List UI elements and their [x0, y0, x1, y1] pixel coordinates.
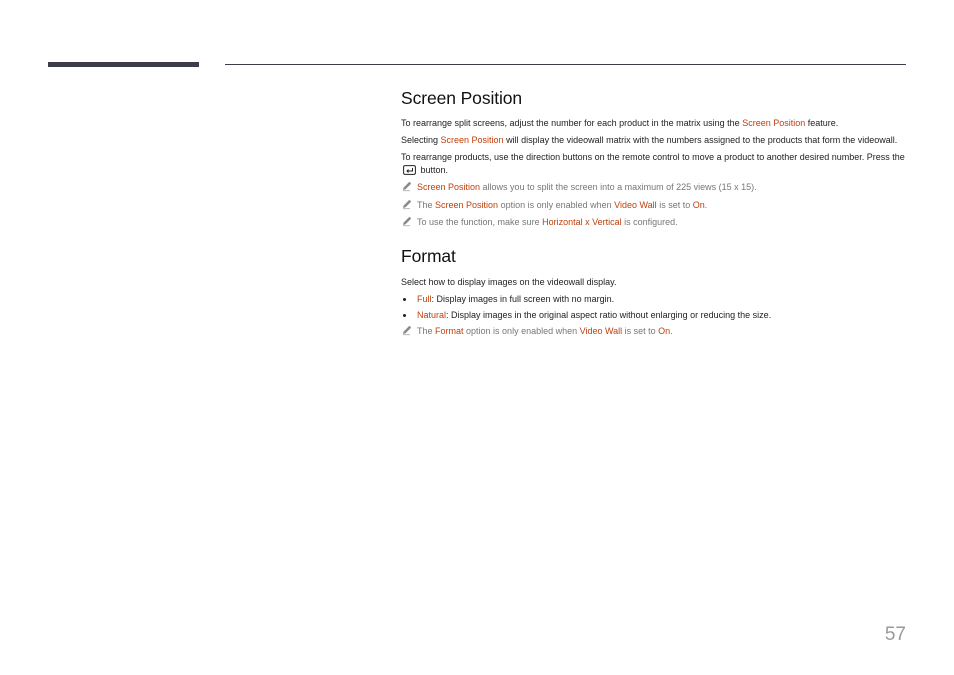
enter-button-icon — [403, 165, 416, 175]
text: is set to — [622, 326, 659, 336]
highlight-term: Horizontal x Vertical — [542, 217, 622, 227]
highlight-term: Screen Position — [440, 135, 504, 145]
text: option is only enabled when — [463, 326, 580, 336]
text: : Display images in the original aspect ratio without enlarging or reducing the size. — [446, 310, 772, 320]
highlight-term: Format — [435, 326, 464, 336]
text: . — [704, 199, 708, 210]
pencil-note-icon — [401, 324, 413, 336]
paragraph-selecting — [401, 134, 906, 147]
highlight-term: Screen Position — [435, 199, 499, 210]
text: button. — [418, 165, 449, 175]
highlight-term: Natural — [417, 310, 447, 320]
bullet-dot — [403, 298, 406, 301]
text: will display the videowall matrix with the numbers assigned to the products that form the videowall. — [503, 135, 898, 145]
section-title-screen-position: Screen Position — [401, 88, 523, 108]
highlight-term: Screen Position — [742, 118, 806, 128]
paragraph-rearrange — [401, 117, 906, 130]
header-rule-thick — [48, 62, 199, 67]
bullet-dot — [403, 314, 406, 317]
highlight-term: Full — [417, 294, 432, 304]
text: option is only enabled when — [498, 199, 615, 210]
text: To use the function, make sure — [417, 217, 543, 227]
text: feature. — [805, 118, 839, 128]
page-number: 57 — [884, 624, 906, 645]
text: The — [417, 199, 436, 210]
highlight-term: Video Wall — [579, 326, 623, 336]
pencil-note-icon — [401, 215, 413, 227]
list-item-full — [401, 293, 906, 306]
highlight-term: Video Wall — [614, 199, 657, 210]
list-item-natural — [401, 309, 906, 322]
note-format-enabled — [401, 325, 906, 338]
paragraph-rearrange-products — [401, 151, 906, 177]
text: To rearrange split screens, adjust the number for each product in the matrix using the — [401, 118, 743, 128]
highlight-term: Screen Position — [417, 182, 481, 192]
note-configured — [401, 216, 906, 229]
text: The — [417, 326, 436, 336]
header-rule-thin — [225, 64, 906, 65]
text: : Display images in full screen with no margin. — [431, 294, 615, 304]
text: To rearrange products, use the direction buttons on the remote control to move a product to another desired number. Press the — [401, 152, 905, 162]
text: Selecting — [401, 135, 441, 145]
highlight-term: On — [692, 199, 705, 210]
pencil-note-icon — [401, 180, 413, 192]
text: is set to — [656, 199, 693, 210]
highlight-term: On — [658, 326, 671, 336]
text: allows you to split the screen into a maximum of 225 views (15 x 15). — [480, 182, 757, 192]
note-max-views — [401, 181, 906, 194]
text: . — [670, 326, 673, 336]
note-enabled-when — [401, 199, 906, 212]
text: is configured. — [621, 217, 678, 227]
paragraph-format-intro: Select how to display images on the videowall display. — [401, 277, 617, 287]
section-title-format: Format — [401, 246, 456, 266]
page-content — [401, 86, 906, 343]
pencil-note-icon — [401, 198, 413, 210]
